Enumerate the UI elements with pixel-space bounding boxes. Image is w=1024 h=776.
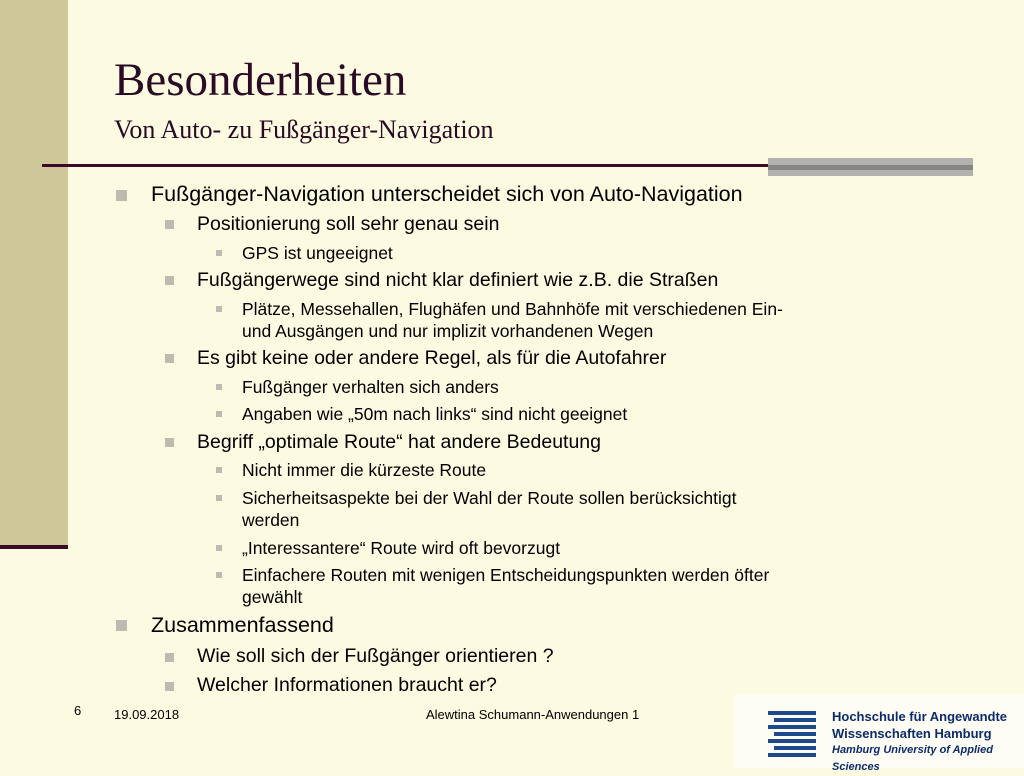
list-item: „Interessantere“ Route wird oft bevorzugt xyxy=(242,538,561,558)
bullet-marker xyxy=(216,467,222,473)
list-item: Es gibt keine oder andere Regel, als für die Autofahrer xyxy=(197,347,667,369)
slide-date: 19.09.2018 xyxy=(114,707,180,722)
logo-line-1: Hochschule für Angewandte xyxy=(832,709,1008,724)
bullet-marker xyxy=(165,354,174,363)
bullet-marker xyxy=(165,220,174,229)
list-item: Fußgänger-Navigation unterscheidet sich von Auto-Navigation xyxy=(151,182,743,206)
list-item-continuation: gewählt xyxy=(242,587,303,607)
list-item: Positionierung soll sehr genau sein xyxy=(197,213,500,235)
bullet-marker xyxy=(216,495,222,501)
logo-text xyxy=(832,708,1024,776)
list-item: Fußgänger verhalten sich anders xyxy=(242,377,499,397)
list-item: Plätze, Messehallen, Flughäfen und Bahnhöfe mit verschiedenen Ein- xyxy=(242,299,783,319)
list-item: Sicherheitsaspekte bei der Wahl der Route sollen berücksichtigt xyxy=(242,488,737,508)
list-item: Welcher Informationen braucht er? xyxy=(197,674,497,696)
list-item: Begriff „optimale Route“ hat andere Bedeutung xyxy=(197,431,601,453)
bullet-marker xyxy=(165,276,174,285)
left-accent-bar xyxy=(0,0,68,547)
logo-line-3: Hamburg University of Applied Sciences xyxy=(832,744,993,773)
bullet-marker xyxy=(165,653,174,662)
list-item-continuation: und Ausgängen und nur implizit vorhandenen Wegen xyxy=(242,321,654,341)
title-divider-stripes xyxy=(768,158,973,178)
list-item: Angaben wie „50m nach links“ sind nicht geeignet xyxy=(242,404,628,424)
list-item: Zusammenfassend xyxy=(151,613,334,637)
bullet-marker xyxy=(216,411,222,417)
bullet-marker xyxy=(116,620,127,631)
logo-mark-icon xyxy=(768,711,816,757)
bullet-marker xyxy=(116,190,127,201)
bullet-marker xyxy=(165,438,174,447)
slide-subtitle: Von Auto- zu Fußgänger-Navigation xyxy=(114,115,494,144)
list-item-continuation: werden xyxy=(242,510,300,530)
list-item: Nicht immer die kürzeste Route xyxy=(242,460,487,480)
bullet-marker xyxy=(216,250,222,256)
bullet-marker xyxy=(216,306,222,312)
list-item: GPS ist ungeeignet xyxy=(242,243,393,263)
left-accent-bar-edge xyxy=(0,545,68,549)
bullet-marker xyxy=(216,384,222,390)
bullet-marker xyxy=(165,682,174,691)
bullet-marker xyxy=(216,572,222,578)
slide-author: Alewtina Schumann-Anwendungen 1 xyxy=(426,707,640,722)
slide-number: 6 xyxy=(74,703,82,718)
list-item: Einfachere Routen mit wenigen Entscheidungspunkten werden öfter xyxy=(242,565,770,585)
logo-line-2: Wissenschaften Hamburg xyxy=(832,726,992,741)
list-item: Wie soll sich der Fußgänger orientieren ? xyxy=(197,645,554,667)
slide-title: Besonderheiten xyxy=(114,54,407,106)
title-divider xyxy=(42,164,768,167)
bullet-marker xyxy=(216,545,222,551)
university-logo xyxy=(734,694,1024,773)
list-item: Fußgängerwege sind nicht klar definiert wie z.B. die Straßen xyxy=(197,269,719,291)
